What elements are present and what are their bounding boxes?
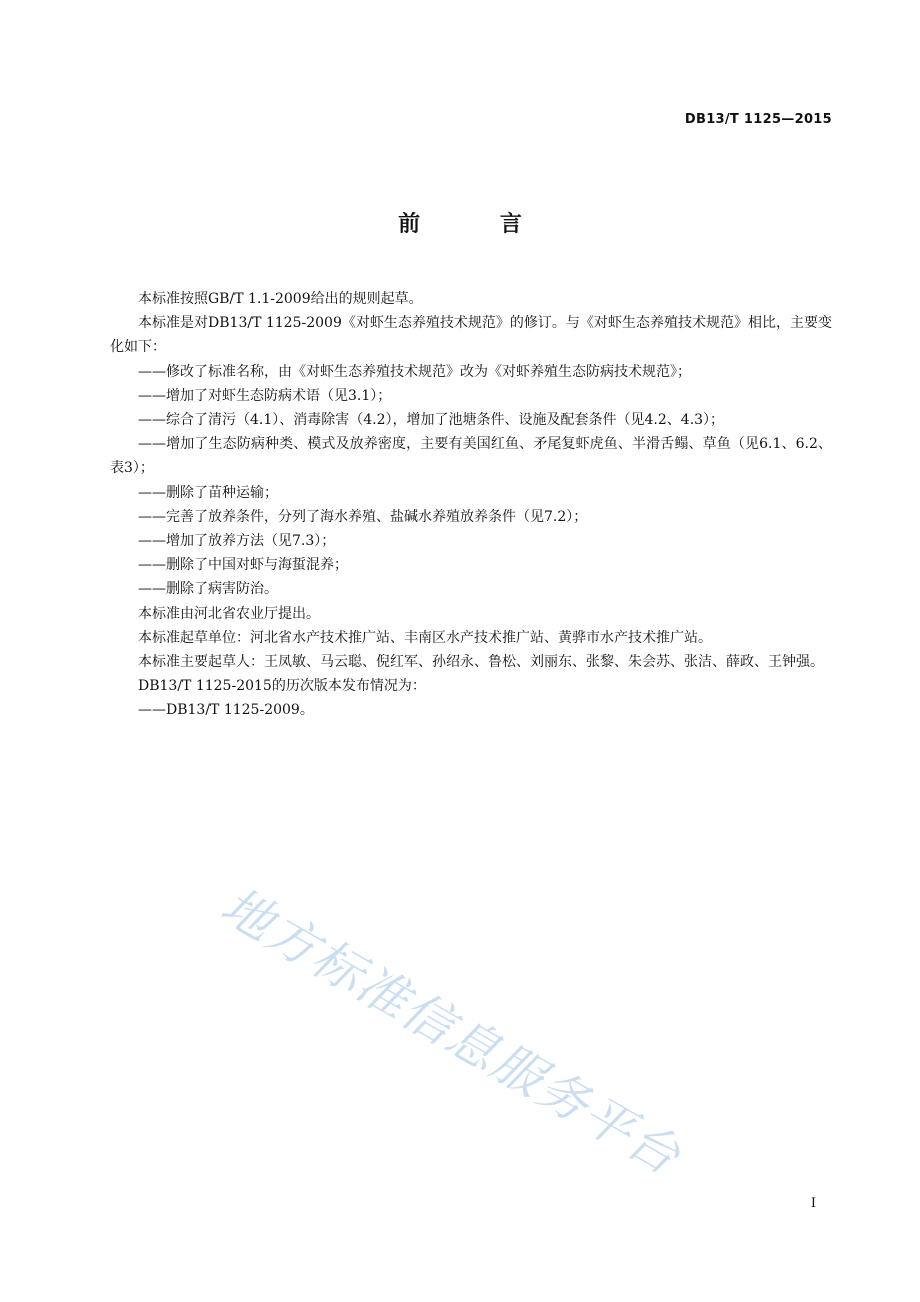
paragraph: 本标准由河北省农业厅提出。 (138, 605, 320, 622)
paragraph: 本标准起草单位：河北省水产技术推广站、丰南区水产技术推广站、黄骅市水产技术推广站。 (138, 629, 712, 646)
page-title: 前 言 (398, 212, 558, 237)
foreword-body (110, 287, 832, 723)
watermark: 地方标准信息服务平台 (211, 876, 691, 1187)
list-item: ——增加了放养方法（见7.3）； (138, 533, 336, 550)
list-item: ——删除了病害防治。 (138, 581, 278, 598)
list-item: ——删除了苗种运输； (138, 484, 278, 501)
paragraph: 本标准按照GB/T 1.1-2009给出的规则起草。 (138, 291, 423, 307)
list-item: ——修改了标准名称，由《对虾生态养殖技术规范》改为《对虾养殖生态防病技术规范》； (138, 363, 691, 380)
document-code: DB13/T 1125—2015 (684, 112, 832, 127)
paragraph: 本标准是对DB13/T 1125-2009《对虾生态养殖技术规范》的修订。与《对虾生态养殖技术规范》相比，主要变化如下： (110, 315, 832, 356)
list-item: ——综合了清污（4.1）、消毒除害（4.2），增加了池塘条件、设施及配套条件（见4.2、4.3）； (138, 412, 725, 429)
list-item: ——增加了对虾生态防病术语（见3.1）； (138, 387, 392, 404)
list-item: ——删除了中国对虾与海蜇混养； (138, 557, 348, 574)
paragraph: 本标准主要起草人：王凤敏、马云聪、倪红军、孙绍永、鲁松、刘丽东、张黎、朱会苏、张洁、薛政、王钟强。 (138, 654, 824, 671)
list-item: ——增加了生态防病种类、模式及放养密度，主要有美国红鱼、矛尾复虾虎鱼、半滑舌鳎、草鱼（见6.1、6.2、表3）； (110, 436, 832, 477)
paragraph: DB13/T 1125-2015的历次版本发布情况为： (138, 678, 426, 695)
list-item: ——DB13/T 1125-2009。 (138, 702, 314, 719)
list-item: ——完善了放养条件，分列了海水养殖、盐碱水养殖放养条件（见7.2）； (138, 508, 588, 525)
page-number: I (810, 1196, 816, 1211)
